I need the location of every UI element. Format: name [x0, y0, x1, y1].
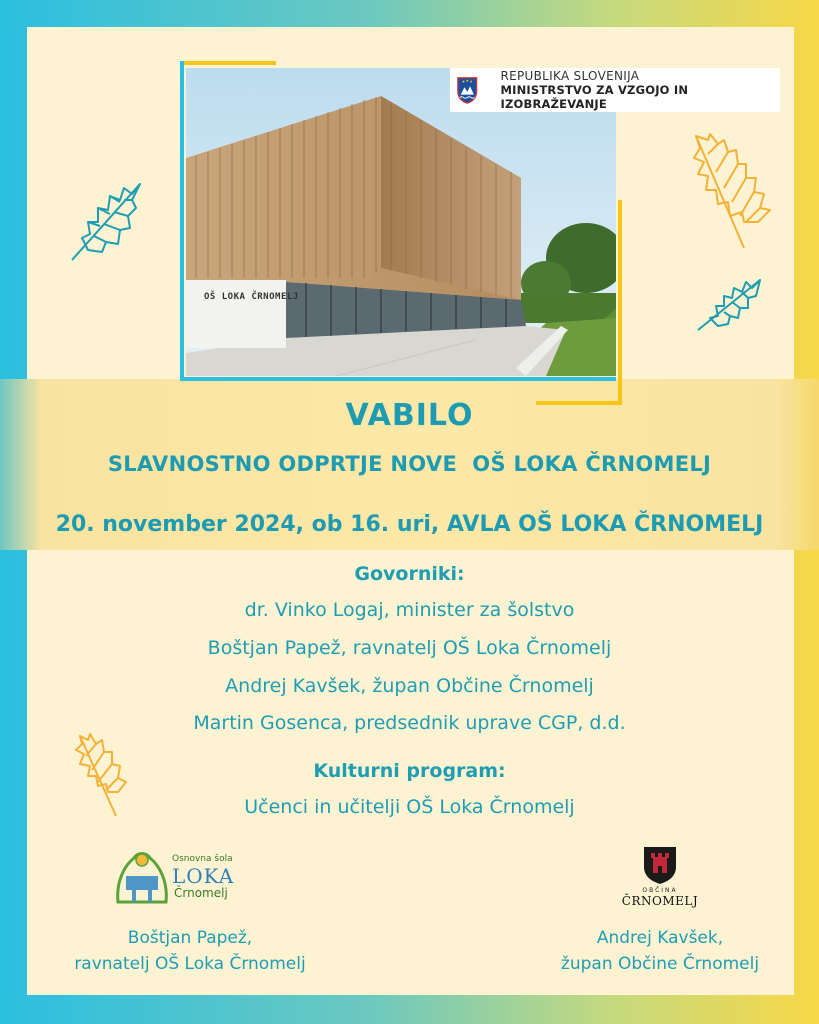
school-logo-line1: Osnovna šola [172, 854, 233, 864]
school-logo-line2: LOKA [172, 864, 235, 888]
signature-right-name: Andrej Kavšek, [596, 928, 724, 948]
birch-leaf-icon [686, 130, 778, 250]
photo-accent-right [618, 200, 622, 405]
heading: VABILO [345, 398, 474, 433]
speaker-item: dr. Vinko Logaj, minister za šolstvo [244, 599, 575, 621]
subheading: SLAVNOSTNO ODPRTJE NOVE OŠ LOKA ČRNOMELJ [107, 452, 712, 476]
signature-left-role: ravnatelj OŠ Loka Črnomelj [74, 954, 306, 974]
birch-leaf-icon [694, 276, 764, 334]
municipality-logo [600, 845, 720, 915]
photo-accent-left [180, 61, 184, 381]
photo-accent-bottom-left [180, 377, 616, 381]
program-label: Kulturni program: [313, 760, 506, 782]
speaker-item: Boštjan Papež, ravnatelj OŠ Loka Črnomelj [207, 637, 612, 659]
ministry-line1: REPUBLIKA SLOVENIJA [500, 69, 640, 83]
signature-left-name: Boštjan Papež, [127, 928, 253, 948]
school-logo-icon [112, 848, 172, 904]
speaker-item: Andrej Kavšek, župan Občine Črnomelj [225, 675, 594, 697]
speaker-item: Martin Gosenca, predsednik uprave CGP, d.d. [193, 712, 626, 734]
ministry-line2: MINISTRSTVO ZA VZGOJO IN IZOBRAŽEVANJE [500, 83, 689, 111]
facade-sign: OŠ LOKA ČRNOMELJ [204, 292, 299, 302]
municipality-coat-of-arms-icon [642, 845, 678, 885]
school-building-photo [186, 68, 616, 376]
ministry-header [450, 68, 780, 112]
municipality-logo-line2: ČRNOMELJ [621, 894, 699, 908]
slovenia-coat-of-arms-icon [456, 75, 478, 105]
signature-right-role: župan Občine Črnomelj [560, 954, 760, 974]
signature-right [500, 925, 819, 977]
program-text: Učenci in učitelji OŠ Loka Črnomelj [244, 796, 575, 818]
speakers-label: Govorniki: [354, 563, 465, 585]
date-place: 20. november 2024, ob 16. uri, AVLA OŠ LOKA ČRNOMELJ [55, 512, 764, 537]
signature-left [30, 925, 350, 977]
school-logo [112, 848, 252, 904]
birch-leaf-icon [62, 178, 146, 270]
photo-accent-top [180, 61, 276, 65]
building-illustration [186, 68, 616, 376]
school-logo-line3: Črnomelj [174, 886, 228, 900]
municipality-logo-line1: OBČINA [642, 887, 678, 894]
